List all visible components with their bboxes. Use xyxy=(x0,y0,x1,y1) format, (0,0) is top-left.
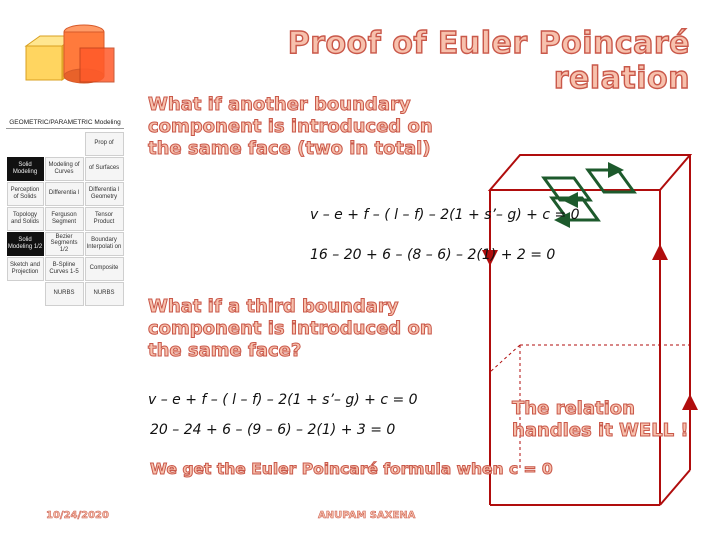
menu-item[interactable]: B-Spline Curves 1-5 xyxy=(45,257,84,281)
menu-item[interactable]: Solid Modeling 1/2 xyxy=(7,232,44,256)
euler-formula-1: v – e + f – ( l – f) – 2(1 + s’– g) + c = 0 xyxy=(310,207,580,223)
footer-date: 10/24/2020 xyxy=(46,510,109,521)
menu-item[interactable]: Perception of Solids xyxy=(7,182,44,206)
question-heading-1: What if another boundary component is introduced on the same face (two in total) xyxy=(148,94,433,159)
menu-item[interactable]: Solid Modeling xyxy=(7,157,44,181)
menu-item[interactable]: NURBS xyxy=(85,282,124,306)
relation-note: The relation handles it WELL ! xyxy=(512,398,689,441)
euler-example-1: 16 – 20 + 6 – (8 – 6) – 2(1) + 2 = 0 xyxy=(310,247,556,263)
menu-item[interactable]: Composite xyxy=(85,257,124,281)
menu-item[interactable]: Tensor Product xyxy=(85,207,124,231)
menu-item[interactable]: of Surfaces xyxy=(85,157,124,181)
menu-item[interactable]: Prop of xyxy=(85,132,124,156)
menu-item[interactable]: Differentia l Geometry xyxy=(85,182,124,206)
page-title: Proof of Euler Poincaré relation xyxy=(287,26,690,96)
menu-header: GEOMETRIC/PARAMETRIC Modeling xyxy=(6,118,124,129)
menu-item[interactable]: NURBS xyxy=(45,282,84,306)
conclusion: We get the Euler Poincaré formula when c = 0 xyxy=(150,460,553,478)
menu-item[interactable]: Ferguson Segment xyxy=(45,207,84,231)
menu-item[interactable]: Sketch and Projection xyxy=(7,257,44,281)
question-heading-2: What if a third boundary component is introduced on the same face? xyxy=(148,296,433,361)
euler-formula-2: v – e + f – ( l – f) – 2(1 + s’– g) + c = 0 xyxy=(148,392,418,408)
menu-item[interactable]: Boundary Interpolati on xyxy=(85,232,124,256)
menu-item[interactable]: Differentia l xyxy=(45,182,84,206)
menu-item[interactable]: Modeling of Curves xyxy=(45,157,84,181)
footer-author: ANUPAM SAXENA xyxy=(318,510,416,521)
menu-item[interactable]: Bezier Segments 1/2 xyxy=(45,232,84,256)
euler-example-2: 20 – 24 + 6 – (9 – 6) – 2(1) + 3 = 0 xyxy=(150,422,396,438)
menu-item[interactable]: Topology and Solids xyxy=(7,207,44,231)
